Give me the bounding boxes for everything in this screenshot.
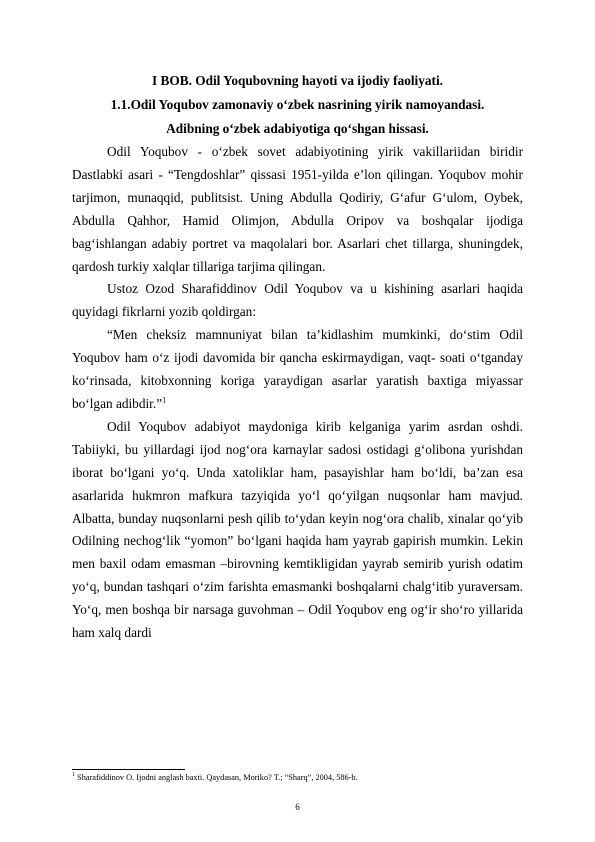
body-text — [72, 141, 523, 645]
footnote — [72, 773, 523, 783]
page-number: 6 — [295, 802, 300, 812]
footnote-reference[interactable]: 1 — [162, 395, 167, 405]
paragraph-quote — [72, 324, 523, 416]
paragraph-text: Odil Yoqubov - o‘zbek sovet adabiyotining yirik vakillariidan biridir Dastlabki asari - “Tengdoshlar” qissasi 1951-yilda e’lon qilingan. Yoqubov mohir tarjimon, munaqqid, publitsist. Uning Abdulla Qodiriy, G‘afur G‘ulom, Oybek, Abdulla Qahhor, Hamid Olimjon, Abdulla Oripov va boshqalar ijodiga bag‘ishlangan adabiy portret va maqolalari bor. Asarlari chet tillarga, shuningdek, qardosh turkiy xalqlar tillariga tarjima qilingan. — [72, 144, 523, 274]
paragraph-text: Ustoz Ozod Sharafiddinov Odil Yoqubov va u kishining asarlari haqida quyidagi fikrlarni yozib qoldirgan: — [72, 281, 523, 320]
footnote-number: 1 — [72, 772, 75, 779]
paragraph — [72, 278, 523, 324]
paragraph-text: Odil Yoqubov adabiyot maydoniga kirib kelganiga yarim asrdan oshdi. Tabiiyki, bu yillardagi ijod nog‘ora karnaylar sadosi ostidagi g‘olibona yurishdan iborat bo‘lgani yo‘q. Unda xatoliklar ham, pasayishlar ham bo‘ldi, ba’zan esa asarlarida hukmron mafkura tazyiqida yo‘l qo‘yilgan nuqsonlar ham mavjud. Albatta, bunday nuqsonlarni pesh qilib to‘ydan keyin nog‘ora chalib, xinalar qo‘yib Odilning nechog‘lik “yomon” bo‘lgani haqida ham yayrab gapirish mumkin. Lekin men baxil odam emasman –birovning kemtikligidan yayrab semirib yurish odatim yo‘q, bundan tashqari o‘zim farishta emasmanki boshqalarni chalg‘itib yuraversam. Yo‘q, men boshqa bir narsaga guvohman – Odil Yoqubov eng og‘ir sho‘ro yillarida ham xalq dardi — [72, 418, 523, 641]
paragraph-text: “Men cheksiz mamnuniyat bilan ta’kidlashim mumkinki, do‘stim Odil Yoqubov ham o‘z ijodi davomida bir qancha eskirmaydigan, vaqt- soati o‘tganday ko‘rinsada, kitobxonning koriga yaraydigan asarlar yaratish baxtiga miyassar bo‘lgan adibdir.” — [72, 327, 523, 411]
chapter-heading: I BOB. Odil Yoqubovning hayoti va ijodiy faoliyati. — [152, 73, 443, 88]
footnote-text: Sharafiddinov O. Ijodni anglash baxti. Qaydasan, Moriko? T.; “Sharq”, 2004, 586-b. — [75, 773, 358, 782]
section-heading: 1.1.Odil Yoqubov zamonaviy o‘zbek nasrining yirik namoyandasi. — [110, 97, 485, 112]
footnote-divider — [72, 769, 185, 770]
subsection-heading: Adibning o‘zbek adabiyotiga qo‘shgan hissasi. — [166, 121, 429, 136]
paragraph — [72, 416, 523, 645]
paragraph — [72, 141, 523, 278]
